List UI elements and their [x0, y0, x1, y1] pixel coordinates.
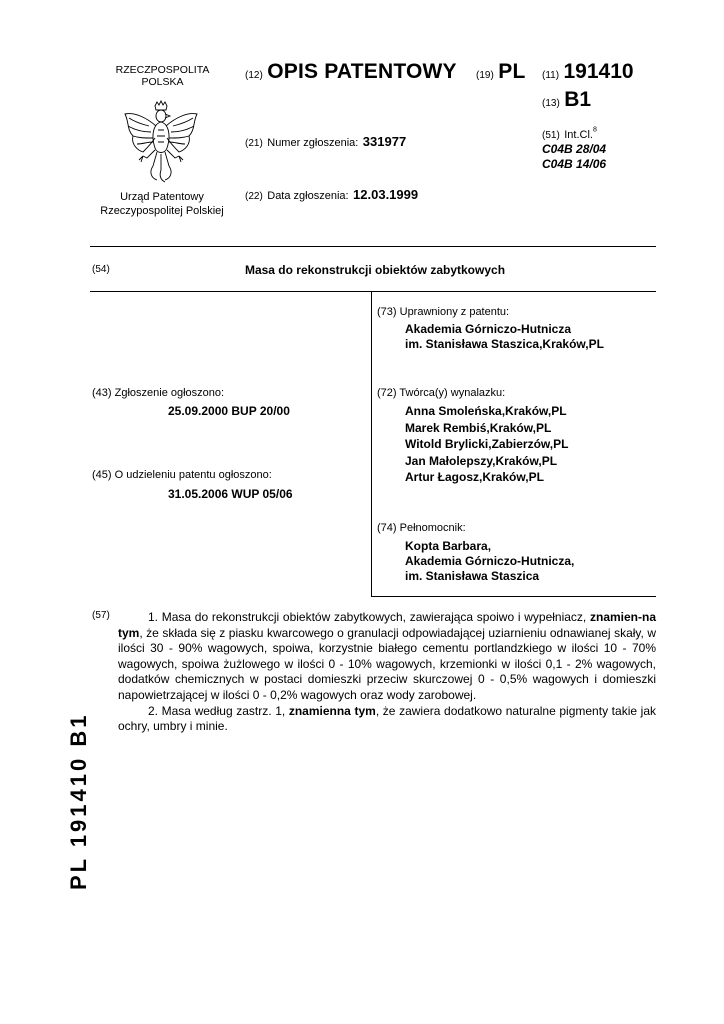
inventors-list: [405, 403, 568, 486]
intcl-line: [542, 125, 597, 143]
published-value: 25.09.2000 BUP 20/00: [168, 404, 290, 418]
filing-date-line: [245, 186, 418, 204]
column-divider: [371, 292, 372, 597]
kind-code-line: [542, 88, 591, 112]
published-label-line: [92, 387, 224, 399]
code-21: (21): [245, 138, 263, 149]
intcl-edition: 8: [592, 126, 597, 134]
list-item: Jan Małolepszy,Kraków,PL: [405, 453, 558, 468]
attorney-label-line: [377, 522, 466, 534]
country-line-1: RZECZPOSPOLITA: [115, 64, 210, 76]
divider-title: [90, 291, 656, 292]
claim-1-keyword: znamien-na tym: [118, 610, 656, 640]
polish-eagle-emblem: [121, 100, 201, 184]
code-45: (45): [92, 469, 112, 481]
application-label: Numer zgłoszenia:: [267, 137, 359, 149]
claim-2-keyword: znamienna tym: [288, 703, 376, 718]
code-22: (22): [245, 191, 263, 202]
code-43: (43): [92, 387, 112, 399]
side-patent-id: PL 191410 B1: [66, 712, 91, 890]
application-number: 331977: [362, 134, 407, 149]
patent-number: 191410: [563, 60, 634, 83]
claim-1-text-c: , że składa się z piasku kwarcowego o granulacji odpowiadającej uziarnieniu odnawianej skały, w ilości 30 - 90% wagowych, spoiwa, korzystnie białego cementu portlandzkiego w ilości 10 - 70% wagowych, spoiwa żużlowego w ilości 0 - 10% wagowych, krzemionki w ilości 0,1 - 2% wagowych, dodatków chemicznych w postaci domieszki przeciw skurczowej 0 - 0,5% wagowych i domieszki napowietrzającej w ilości 0 - 0,2% wagowych oraz wody zarobowej.: [118, 625, 656, 702]
list-item: Marek Rembiś,Kraków,PL: [405, 420, 552, 435]
claim-2-text-c: , że zawiera dodatkowo naturalne pigmenty takie jak ochry, umbry i minie.: [118, 703, 656, 734]
intcl-label: Int.Cl.: [564, 129, 593, 141]
claim-2-text-a: 2. Masa według zastrz. 1,: [148, 703, 289, 718]
holder-label-line: [377, 306, 509, 318]
code-12: (12): [245, 70, 263, 81]
list-item: Artur Łagosz,Kraków,PL: [405, 470, 544, 485]
code-72: (72): [377, 387, 397, 399]
ipc-class-1: C04B 28/04: [542, 142, 607, 156]
attorney-label: Pełnomocnik:: [399, 522, 466, 534]
filing-date: 12.03.1999: [353, 187, 419, 202]
code-11: (11): [542, 70, 560, 81]
divider-bottom-right: [371, 596, 656, 597]
granted-label-line: [92, 469, 272, 481]
code-51: (51): [542, 130, 560, 141]
code-19: (19): [476, 70, 494, 81]
code-74: (74): [377, 522, 397, 534]
claims-text: [118, 610, 656, 735]
holder-line-2: im. Stanisława Staszica,Kraków,PL: [405, 337, 604, 351]
application-number-line: [245, 133, 406, 151]
holder-label: Uprawniony z patentu:: [399, 306, 510, 318]
inventors-label: Twórca(y) wynalazku:: [399, 387, 506, 399]
attorney-line-3: im. Stanisława Staszica: [405, 569, 540, 583]
country-code: PL: [498, 60, 526, 83]
claim-1: [118, 610, 656, 704]
published-label: Zgłoszenie ogłoszono:: [114, 387, 225, 399]
doc-type-line: [245, 60, 457, 84]
patent-office-name: [92, 190, 232, 218]
holder-line-1: Akademia Górniczo-Hutnicza: [405, 322, 572, 336]
granted-value: 31.05.2006 WUP 05/06: [168, 487, 293, 501]
attorney: [405, 539, 574, 584]
claim-1-text-a: 1. Masa do rekonstrukcji obiektów zabytkowych, zawierająca spoiwo i wypełniacz,: [148, 610, 590, 624]
inventors-label-line: [377, 387, 505, 399]
claim-2: [118, 704, 656, 735]
code-57: (57): [92, 610, 110, 621]
list-item: Anna Smoleńska,Kraków,PL: [405, 404, 567, 418]
country-name: [100, 64, 225, 88]
ipc-class-2: C04B 14/06: [542, 157, 607, 171]
attorney-line-1: Kopta Barbara,: [405, 539, 492, 553]
office-line-2: Rzeczypospolitej Polskiej: [100, 205, 224, 217]
invention-title: Masa do rekonstrukcji obiektów zabytkowych: [244, 263, 506, 277]
kind-code: B1: [564, 88, 592, 111]
ipc-classes: [542, 142, 606, 172]
attorney-line-2: Akademia Górniczo-Hutnicza,: [405, 554, 575, 568]
code-13: (13): [542, 98, 560, 109]
filing-label: Data zgłoszenia:: [267, 190, 349, 202]
patent-number-line: [542, 60, 634, 84]
country-code-line: [476, 60, 526, 84]
list-item: Witold Brylicki,Zabierzów,PL: [405, 437, 569, 452]
office-line-1: Urząd Patentowy: [120, 191, 204, 203]
granted-label: O udzieleniu patentu ogłoszono:: [114, 469, 272, 481]
patent-holder: [405, 322, 604, 352]
divider-top: [90, 246, 656, 247]
country-line-2: POLSKA: [141, 76, 184, 88]
doc-type: OPIS PATENTOWY: [267, 60, 457, 83]
code-73: (73): [377, 306, 397, 318]
code-54: (54): [92, 264, 110, 275]
